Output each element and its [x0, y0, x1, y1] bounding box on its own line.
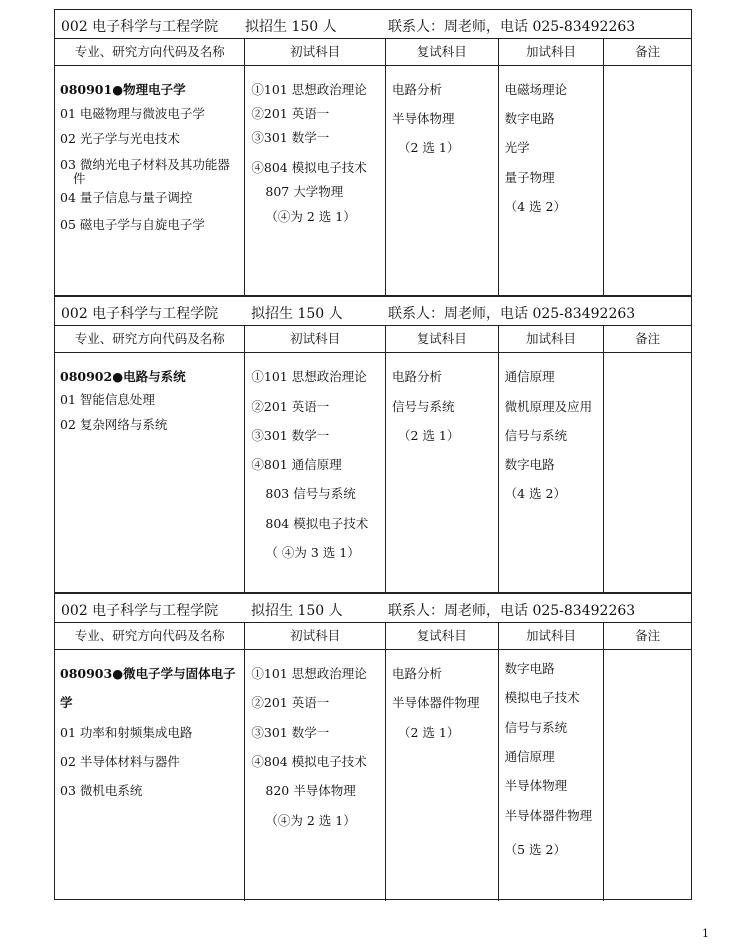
major-cell: [55, 650, 245, 901]
major-title: 080901●物理电子学: [60, 82, 186, 97]
direction-item: 01 功率和射频集成电路: [60, 725, 193, 740]
extra-cell: [499, 353, 605, 594]
column-headers: [55, 623, 691, 650]
extra-subject: 通信原理: [504, 369, 555, 384]
exam-subject: 807 大学物理: [265, 184, 344, 199]
exam-subject: ①101 思想政治理论: [251, 369, 367, 384]
extra-subject: 量子物理: [504, 170, 555, 185]
major-title: 080902●电路与系统: [60, 369, 186, 384]
retest-cell: [386, 353, 499, 594]
extra-subject: 数字电路: [504, 111, 555, 126]
note-cell: [604, 650, 691, 901]
extra-subject: 信号与系统: [504, 720, 568, 735]
enrollment-plan: 拟招生 150 人: [245, 19, 337, 35]
column-headers: [55, 39, 691, 66]
exam-note: （④为 2 选 1）: [265, 209, 356, 224]
extra-cell: [499, 650, 605, 901]
retest-note: （2 选 1）: [397, 140, 460, 155]
extra-subject: 通信原理: [504, 749, 555, 764]
school-name: 002 电子科学与工程学院: [61, 603, 219, 619]
exam-subject: ②201 英语一: [251, 695, 330, 710]
direction-item: 01 智能信息处理: [60, 392, 155, 407]
extra-note: （4 选 2）: [504, 199, 566, 214]
direction-item: 02 复杂网络与系统: [60, 417, 168, 432]
exam-note: （ ④为 3 选 1）: [265, 545, 360, 560]
note-cell: [604, 66, 691, 297]
school-name: 002 电子科学与工程学院: [61, 19, 219, 35]
col-exam: 初试科目: [245, 39, 386, 65]
col-major: 专业、研究方向代码及名称: [55, 39, 245, 65]
exam-subject: ③301 数学一: [251, 130, 330, 145]
table-header-row: [55, 594, 691, 623]
retest-subject: 信号与系统: [391, 399, 455, 414]
enrollment-plan: 拟招生 150 人: [251, 306, 343, 322]
exam-subject: ①101 思想政治理论: [251, 82, 367, 97]
major-title: 080903●微电子学与固体电子: [60, 666, 236, 681]
table-header-row: [55, 10, 691, 39]
retest-note: （2 选 1）: [397, 428, 460, 443]
exam-subject: 803 信号与系统: [265, 486, 356, 501]
exam-subject: ③301 数学一: [251, 428, 330, 443]
major-title-cont: 学: [60, 695, 73, 710]
col-major: 专业、研究方向代码及名称: [55, 326, 245, 352]
contact-info: 联系人：周老师，电话 025-83492263: [388, 19, 636, 35]
extra-subject: 光学: [504, 140, 530, 155]
direction-item: 02 半导体材料与器件: [60, 754, 180, 769]
enrollment-table-circuits-systems: [54, 296, 692, 593]
retest-cell: [386, 650, 499, 901]
note-cell: [604, 353, 691, 594]
retest-subject: 半导体物理: [391, 111, 455, 126]
extra-subject: 半导体物理: [504, 778, 568, 793]
direction-item: 03 微纳光电子材料及其功能器: [60, 157, 230, 172]
col-note: 备注: [635, 628, 661, 643]
table-body: [55, 66, 691, 297]
exam-cell: [245, 66, 386, 297]
col-note: 备注: [635, 331, 661, 346]
extra-subject: 微机原理及应用: [504, 399, 593, 414]
exam-subject: 820 半导体物理: [265, 783, 356, 798]
direction-item: 02 光子学与光电技术: [60, 131, 180, 146]
major-cell: [55, 66, 245, 297]
contact-info: 联系人：周老师，电话 025-83492263: [388, 306, 636, 322]
extra-subject: 数字电路: [504, 661, 555, 676]
exam-subject: ④804 模拟电子技术: [251, 754, 367, 769]
enrollment-plan: 拟招生 150 人: [251, 603, 343, 619]
direction-item: 04 量子信息与量子调控: [60, 190, 193, 205]
table-header-row: [55, 297, 691, 326]
exam-cell: [245, 353, 386, 594]
retest-subject: 半导体器件物理: [391, 695, 480, 710]
extra-subject: 模拟电子技术: [504, 690, 580, 705]
col-retest: 复试科目: [386, 326, 499, 352]
col-extra: 加试科目: [499, 623, 605, 649]
extra-subject: 信号与系统: [504, 428, 568, 443]
exam-subject: ④801 通信原理: [251, 457, 342, 472]
col-note: 备注: [635, 44, 661, 59]
exam-subject: ③301 数学一: [251, 725, 330, 740]
column-headers: [55, 326, 691, 353]
col-extra: 加试科目: [499, 326, 605, 352]
page-number: 1: [702, 927, 709, 940]
exam-subject: ②201 英语一: [251, 106, 330, 121]
exam-note: （④为 2 选 1）: [265, 813, 356, 828]
direction-item: 05 磁电子学与自旋电子学: [60, 217, 205, 232]
col-exam: 初试科目: [245, 623, 386, 649]
extra-note: （4 选 2）: [504, 486, 566, 501]
exam-cell: [245, 650, 386, 901]
col-retest: 复试科目: [386, 623, 499, 649]
table-body: [55, 650, 691, 901]
extra-subject: 半导体器件物理: [504, 808, 593, 823]
col-exam: 初试科目: [245, 326, 386, 352]
extra-subject: 电磁场理论: [504, 82, 568, 97]
exam-subject: ②201 英语一: [251, 399, 330, 414]
extra-note: （5 选 2）: [504, 842, 566, 857]
exam-subject: ④804 模拟电子技术: [251, 160, 367, 175]
direction-item: 03 微机电系统: [60, 783, 143, 798]
enrollment-table-physical-electronics: [54, 9, 692, 296]
col-retest: 复试科目: [386, 39, 499, 65]
retest-subject: 电路分析: [391, 666, 442, 681]
retest-note: （2 选 1）: [397, 725, 460, 740]
school-name: 002 电子科学与工程学院: [61, 306, 219, 322]
retest-subject: 电路分析: [391, 82, 442, 97]
contact-info: 联系人：周老师，电话 025-83492263: [388, 603, 636, 619]
enrollment-table-microelectronics: [54, 593, 692, 900]
retest-cell: [386, 66, 499, 297]
exam-subject: ①101 思想政治理论: [251, 666, 367, 681]
direction-item: 01 电磁物理与微波电子学: [60, 106, 205, 121]
major-cell: [55, 353, 245, 594]
col-major: 专业、研究方向代码及名称: [55, 623, 245, 649]
exam-subject: 804 模拟电子技术: [265, 516, 369, 531]
col-extra: 加试科目: [499, 39, 605, 65]
retest-subject: 电路分析: [391, 369, 442, 384]
table-body: [55, 353, 691, 594]
extra-subject: 数字电路: [504, 457, 555, 472]
direction-item-cont: 件: [73, 171, 86, 186]
extra-cell: [499, 66, 605, 297]
